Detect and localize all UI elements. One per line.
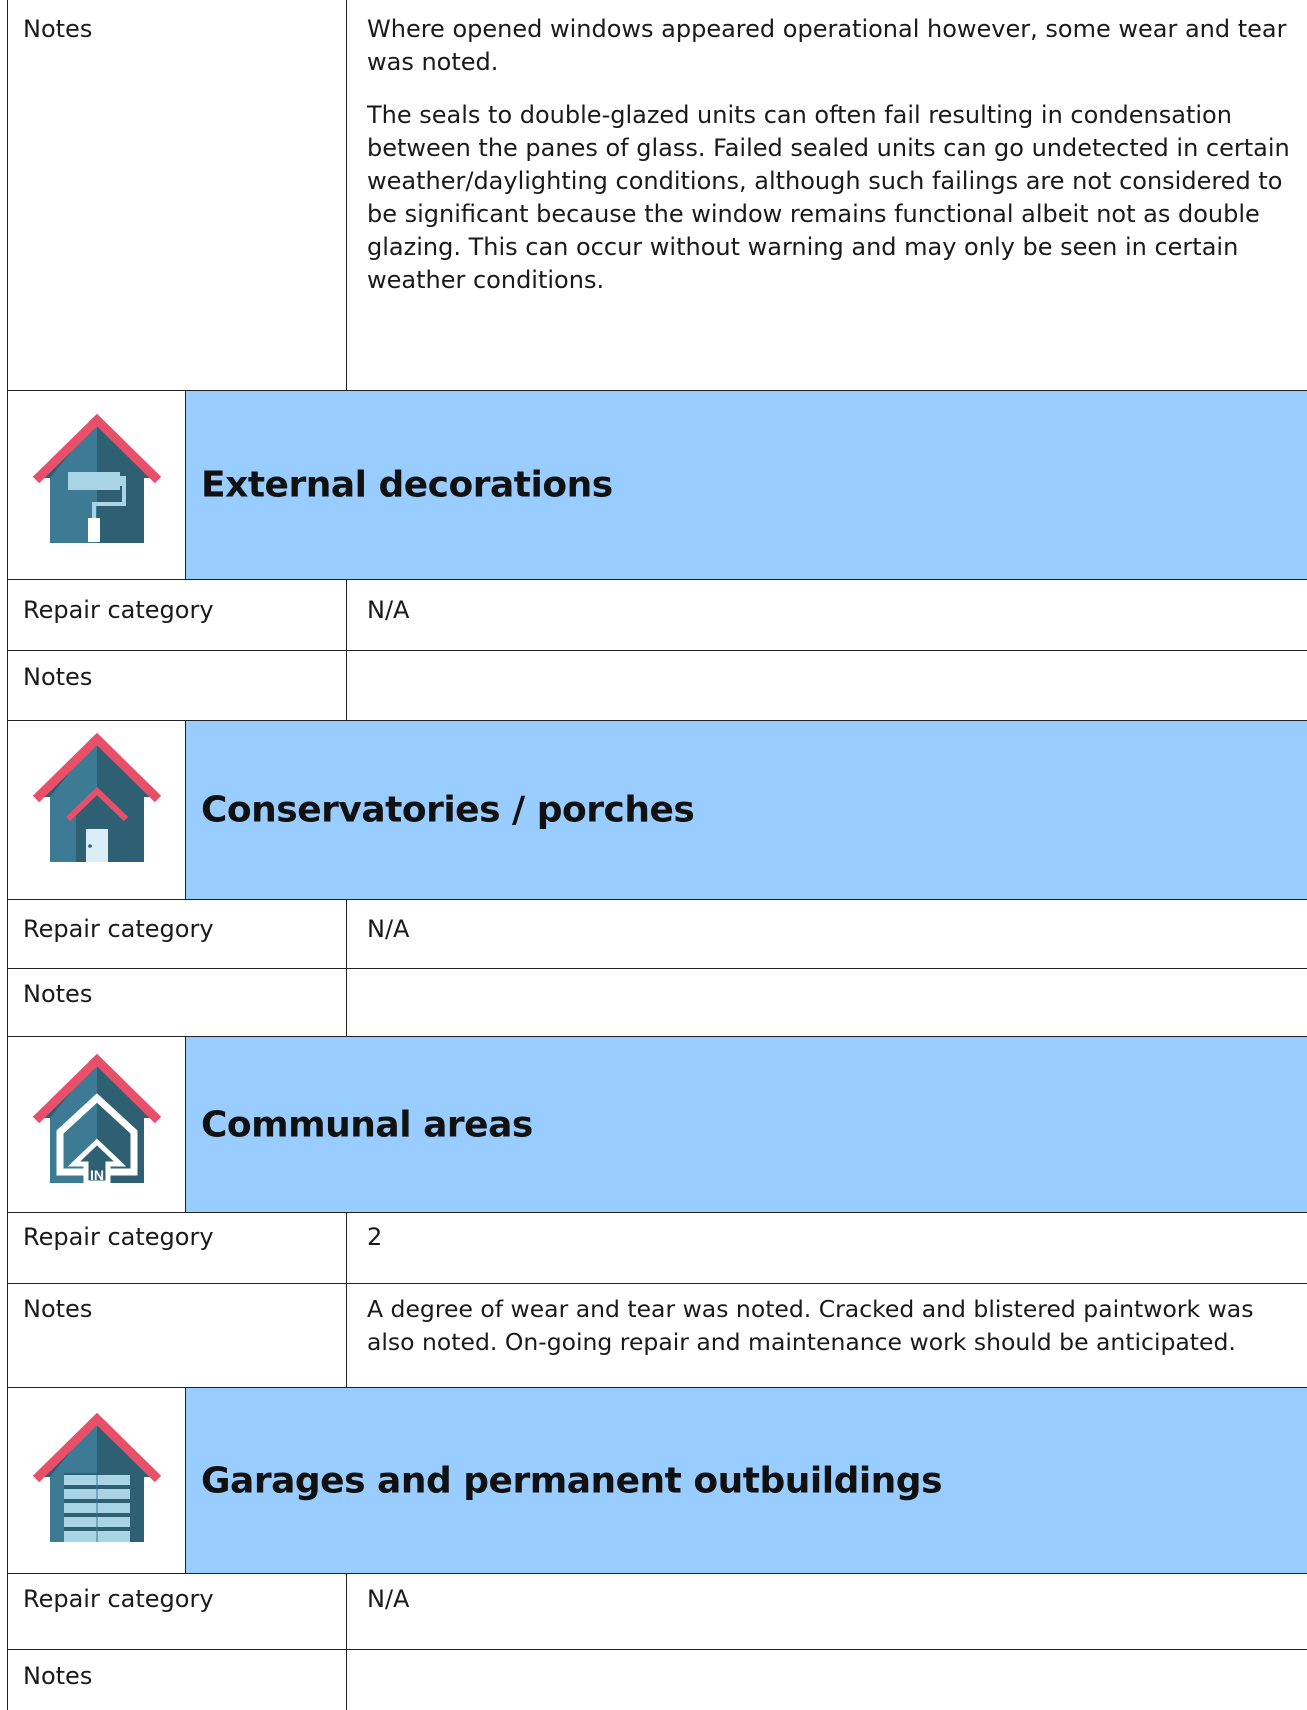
notes-value-cell: [347, 969, 1307, 1036]
section-title: Garages and permanent outbuildings: [201, 1460, 943, 1501]
notes-row: [7, 651, 1307, 721]
repair-category-value: N/A: [367, 1585, 410, 1613]
notes-value-cell: [347, 0, 1307, 390]
notes-row: [7, 1650, 1307, 1710]
notes-label-cell: [8, 651, 347, 720]
in-label: IN: [90, 1167, 104, 1183]
section-icon-cell: [8, 721, 186, 899]
windows-notes-row: [7, 0, 1307, 391]
repair-label-cell: [8, 900, 347, 968]
notes-value-cell: [347, 651, 1307, 720]
section-header-communal-areas: [7, 1037, 1307, 1213]
paint-roller-house-icon: [30, 412, 164, 546]
section-header-garages-outbuildings: [7, 1388, 1307, 1574]
notes-label: Notes: [23, 1662, 93, 1690]
notes-label-cell: [8, 1650, 347, 1710]
notes-row: [7, 969, 1307, 1037]
section-title-cell: [186, 391, 1307, 579]
notes-value-cell: [347, 1284, 1307, 1387]
notes-label-cell: [8, 1284, 347, 1387]
section-title-cell: [186, 721, 1307, 899]
repair-category-label: Repair category: [23, 915, 214, 943]
repair-label-cell: [8, 1213, 347, 1283]
section-icon-cell: [8, 1037, 186, 1212]
notes-paragraph: The seals to double-glazed units can often fail resulting in condensation between the panes of glass. Failed sealed units can go undetected in certain weather/daylighting conditions, although such failings are not considered to be significant because the window remains functional albeit not as double glazing. This can occur without warning and may only be seen in certain weather conditions.: [367, 101, 1290, 294]
repair-category-label: Repair category: [23, 596, 214, 624]
notes-label: Notes: [23, 1295, 93, 1323]
repair-value-cell: [347, 900, 1307, 968]
section-header-external-decorations: [7, 391, 1307, 580]
notes-label-cell: [8, 969, 347, 1036]
repair-label-cell: [8, 1574, 347, 1649]
notes-value: A degree of wear and tear was noted. Cracked and blistered paintwork was also noted. On-going repair and maintenance work should be anticipated.: [367, 1295, 1254, 1356]
section-header-conservatories-porches: [7, 721, 1307, 900]
notes-label: Notes: [23, 663, 93, 691]
repair-category-row: [7, 900, 1307, 969]
repair-category-value: N/A: [367, 915, 410, 943]
repair-category-row: [7, 580, 1307, 651]
section-title: Conservatories / porches: [201, 789, 695, 831]
notes-text: [367, 13, 1307, 297]
repair-value-cell: [347, 1574, 1307, 1649]
repair-label-cell: [8, 580, 347, 650]
notes-paragraph: Where opened windows appeared operational however, some wear and tear was noted.: [367, 15, 1287, 76]
section-title: External decorations: [201, 464, 613, 506]
notes-label: Notes: [23, 15, 93, 43]
repair-category-row: [7, 1213, 1307, 1284]
notes-label-cell: [8, 0, 347, 390]
repair-category-value: 2: [367, 1223, 383, 1251]
section-title-cell: [186, 1388, 1307, 1573]
section-title: Communal areas: [201, 1104, 533, 1145]
porch-house-icon: [30, 731, 164, 865]
notes-row: [7, 1284, 1307, 1388]
repair-category-row: [7, 1574, 1307, 1650]
repair-value-cell: [347, 1213, 1307, 1283]
notes-label: Notes: [23, 980, 93, 1008]
section-icon-cell: [8, 1388, 186, 1573]
section-title-cell: [186, 1037, 1307, 1212]
communal-entry-house-icon: [30, 1052, 164, 1186]
repair-category-label: Repair category: [23, 1585, 214, 1613]
notes-value-cell: [347, 1650, 1307, 1710]
repair-category-value: N/A: [367, 596, 410, 624]
garage-house-icon: [30, 1411, 164, 1545]
section-icon-cell: [8, 391, 186, 579]
repair-value-cell: [347, 580, 1307, 650]
repair-category-label: Repair category: [23, 1223, 214, 1251]
